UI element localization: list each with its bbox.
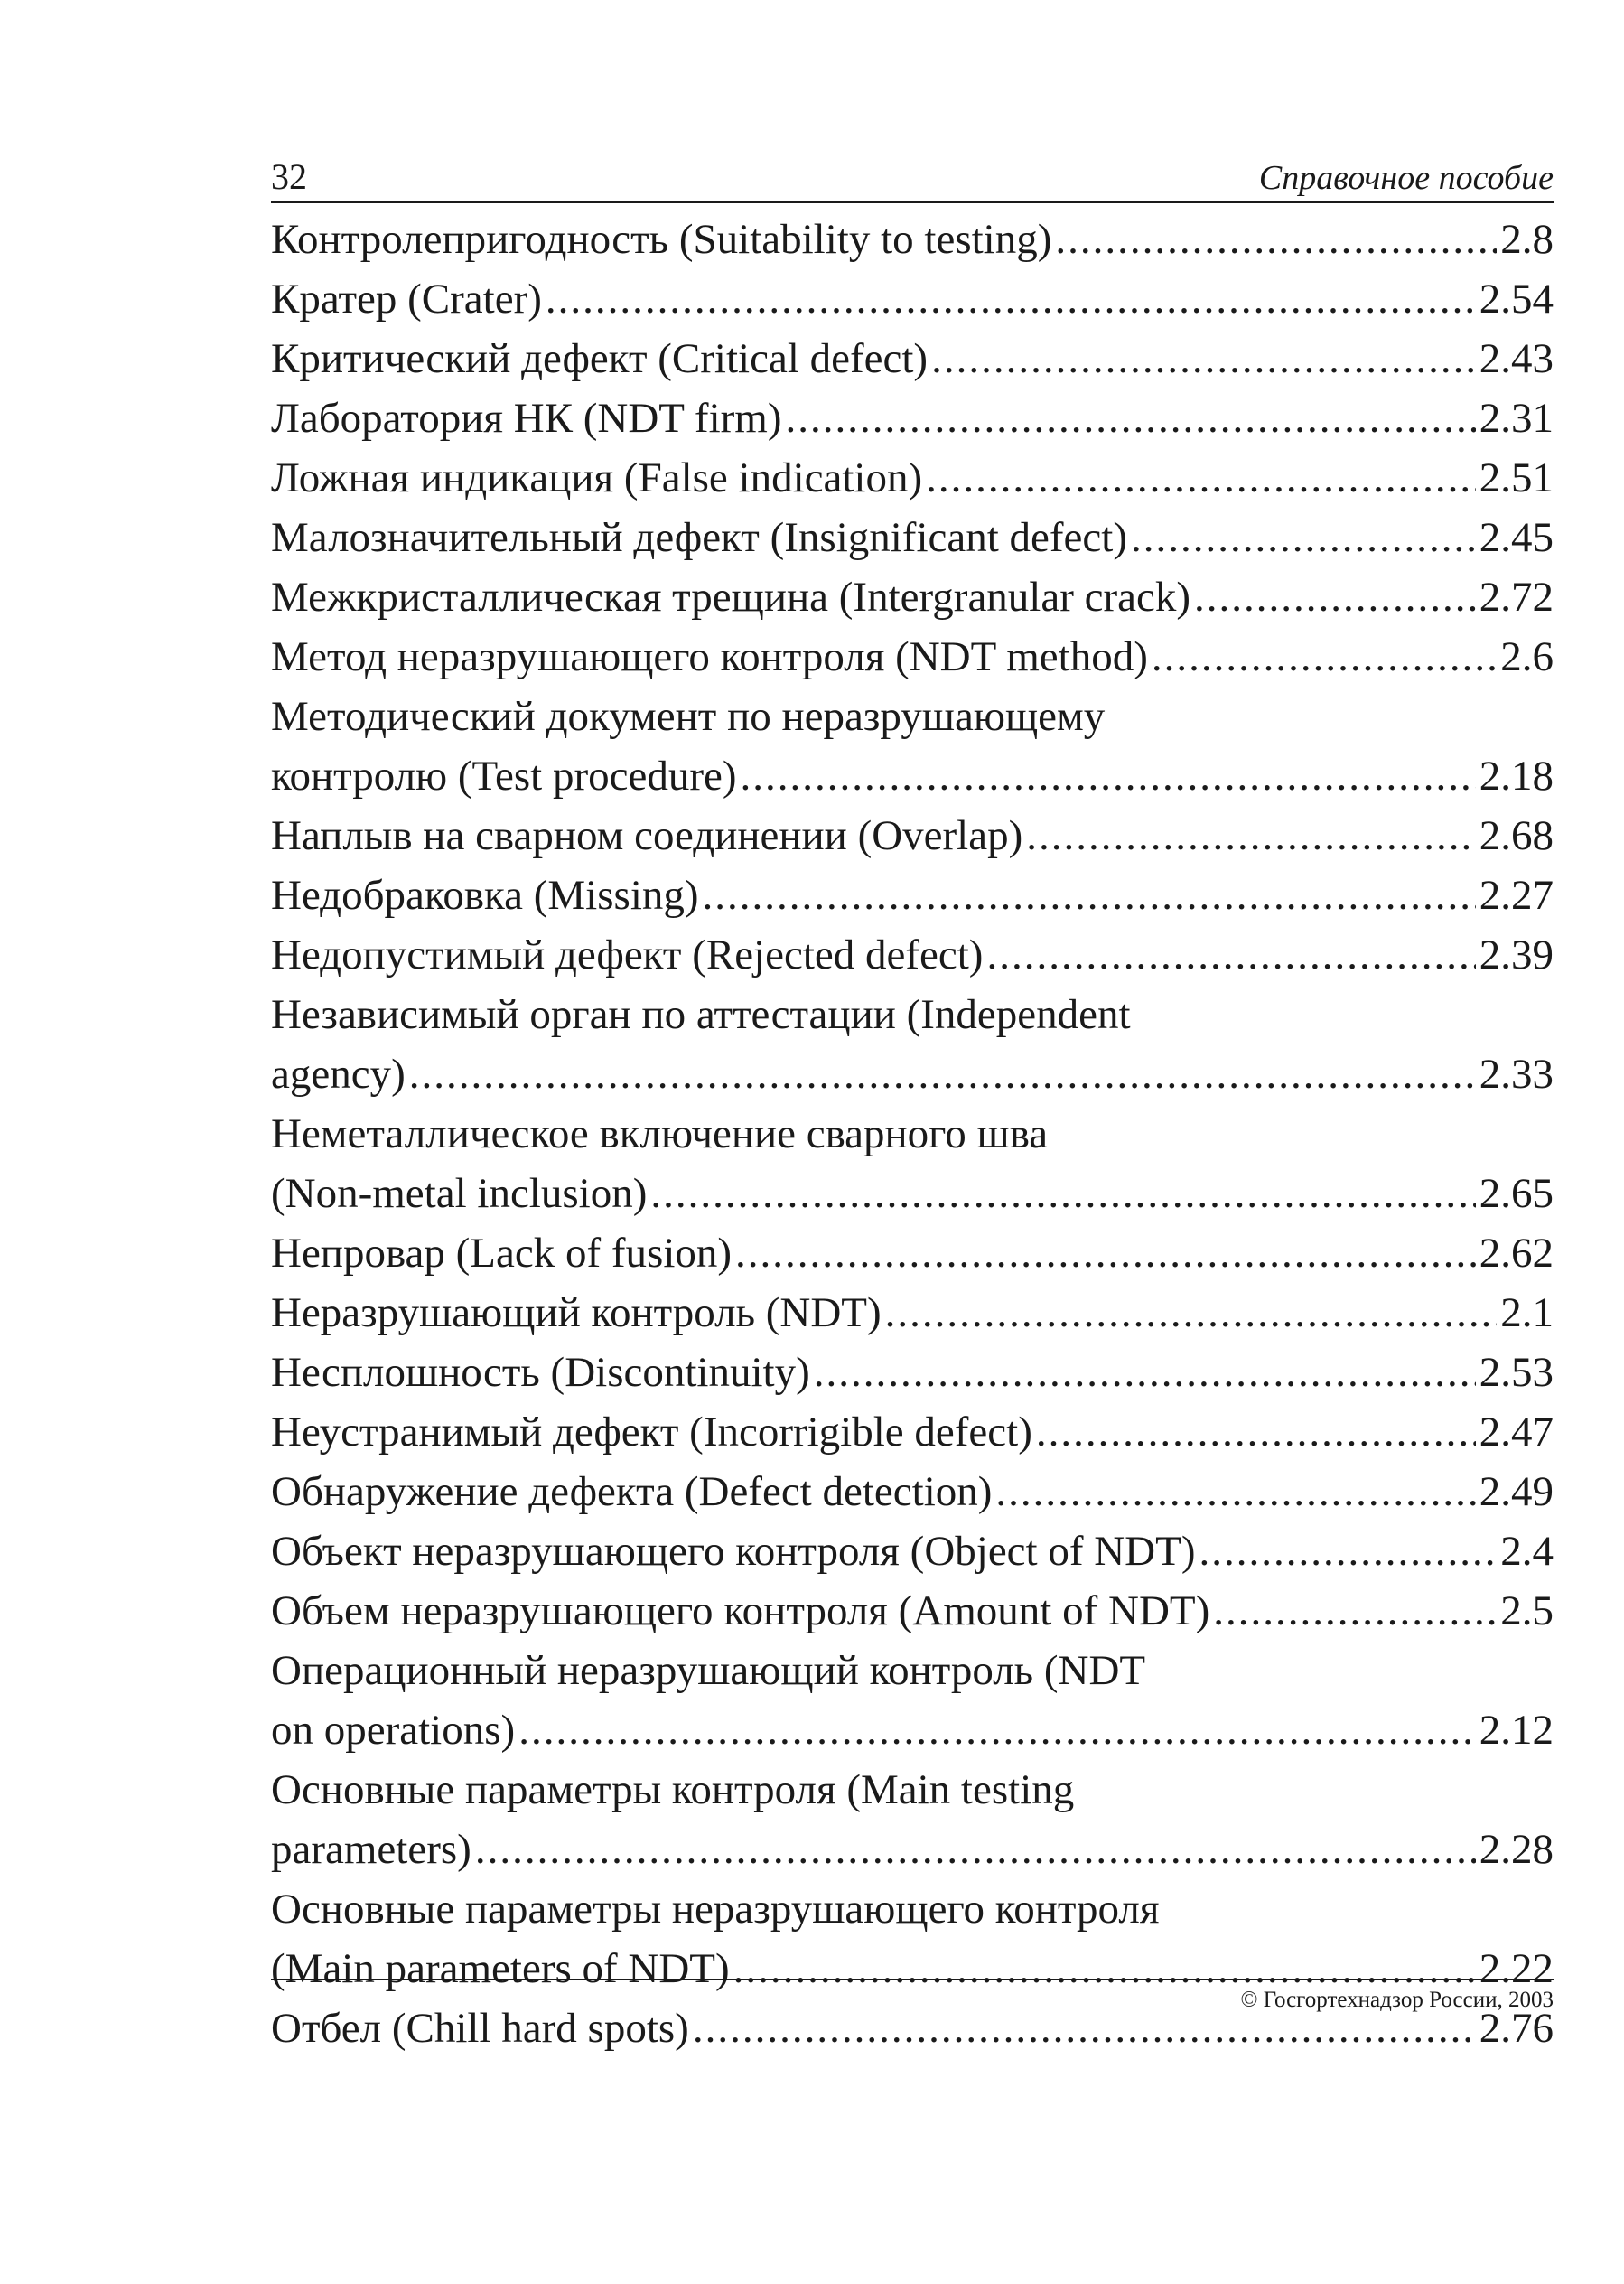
- dot-leader: [931, 329, 1476, 388]
- dot-leader: [786, 388, 1476, 448]
- index-reference: 2.22: [1479, 1945, 1554, 1992]
- dot-leader: [1213, 1581, 1497, 1641]
- index-entry: [271, 567, 1554, 627]
- index-term: Метод неразрушающего контроля (NDT method): [271, 633, 1148, 680]
- index-entry: [271, 1462, 1554, 1521]
- index-entry-line: [271, 388, 1554, 448]
- index-entry-line: [271, 925, 1554, 985]
- index-reference: 2.39: [1479, 931, 1554, 978]
- index-entry-line: [271, 1283, 1554, 1343]
- index-entry: [271, 627, 1554, 687]
- index-reference: 2.68: [1479, 812, 1554, 859]
- page-header: [271, 149, 1554, 203]
- index-entry-line: [271, 1164, 1554, 1223]
- index-entry: [271, 806, 1554, 866]
- index-reference: 2.27: [1479, 872, 1554, 919]
- index-term: Обнаружение дефекта (Defect detection): [271, 1468, 993, 1515]
- dot-leader: [546, 269, 1476, 329]
- index-entry: [271, 1402, 1554, 1462]
- dot-leader: [1036, 1402, 1476, 1462]
- index-entry-line: [271, 269, 1554, 329]
- index-reference: 2.5: [1500, 1587, 1554, 1634]
- index-reference: 2.47: [1479, 1409, 1554, 1456]
- dot-leader: [986, 925, 1475, 985]
- index-reference: 2.12: [1479, 1707, 1554, 1754]
- index-term: Критический дефект (Critical defect): [271, 335, 929, 382]
- page-footer: [271, 1979, 1554, 2012]
- index-entry-line: [271, 1104, 1554, 1164]
- index-entry-line: [271, 1402, 1554, 1462]
- index-term: Наплыв на сварном соединении (Overlap): [271, 812, 1023, 859]
- dot-leader: [814, 1343, 1476, 1402]
- index-reference: 2.54: [1479, 276, 1554, 323]
- dot-leader: [409, 1044, 1476, 1104]
- dot-leader: [995, 1462, 1475, 1521]
- index-entry: [271, 687, 1554, 806]
- index-entry-line: [271, 1879, 1554, 1939]
- index-reference: 2.51: [1479, 454, 1554, 501]
- index-term: on operations): [271, 1707, 516, 1754]
- index-entry-line: [271, 1760, 1554, 1820]
- index-entry-line: [271, 508, 1554, 567]
- page-number: 32: [271, 156, 307, 197]
- dot-leader: [1199, 1521, 1498, 1581]
- index-entry: [271, 1641, 1554, 1760]
- index-entry: [271, 448, 1554, 508]
- index-term: контролю (Test procedure): [271, 753, 737, 800]
- index-entry: [271, 866, 1554, 925]
- index-entry: [271, 388, 1554, 448]
- index-term: Кратер (Crater): [271, 276, 542, 323]
- index-entry-line: [271, 1581, 1554, 1641]
- index-term: Операционный неразрушающий контроль (NDT: [271, 1647, 1146, 1694]
- index-reference: 2.76: [1479, 2005, 1554, 2052]
- index-term: Неустранимый дефект (Incorrigible defect): [271, 1409, 1032, 1456]
- index-entry: [271, 1343, 1554, 1402]
- dot-leader: [703, 866, 1476, 925]
- index-entry-line: [271, 1044, 1554, 1104]
- index-term: Межкристаллическая трещина (Intergranular crack): [271, 574, 1191, 621]
- index-term: (Main parameters of NDT): [271, 1945, 730, 1992]
- index-entry-line: [271, 448, 1554, 508]
- index-entry-line: [271, 1820, 1554, 1879]
- dot-leader: [735, 1223, 1476, 1283]
- index-reference: 2.49: [1479, 1468, 1554, 1515]
- index-reference: 2.18: [1479, 753, 1554, 800]
- index-term: Непровар (Lack of fusion): [271, 1230, 733, 1277]
- index-entry-line: [271, 985, 1554, 1044]
- index-entry: [271, 1283, 1554, 1343]
- index-term: Ложная индикация (False indication): [271, 454, 923, 501]
- index-term: parameters): [271, 1826, 471, 1873]
- dot-leader: [1026, 806, 1475, 866]
- index-entry-line: [271, 1521, 1554, 1581]
- index-reference: 2.28: [1479, 1826, 1554, 1873]
- index-reference: 2.72: [1479, 574, 1554, 621]
- index-term: Методический документ по неразрушающему: [271, 693, 1106, 740]
- index-entry: [271, 1223, 1554, 1283]
- index-term: Основные параметры неразрушающего контроля: [271, 1886, 1160, 1933]
- index-entry-line: [271, 567, 1554, 627]
- index-entry-line: [271, 746, 1554, 806]
- index-term: (Non-metal inclusion): [271, 1170, 648, 1217]
- index-entry: [271, 1879, 1554, 1998]
- index-term: Объект неразрушающего контроля (Object of NDT): [271, 1528, 1196, 1575]
- index-term: agency): [271, 1051, 406, 1098]
- index-term: Недобраковка (Missing): [271, 872, 699, 919]
- dot-leader: [885, 1283, 1498, 1343]
- index-reference: 2.43: [1479, 335, 1554, 382]
- dot-leader: [1131, 508, 1476, 567]
- index-term: Лаборатория НК (NDT firm): [271, 395, 782, 442]
- dot-leader: [926, 448, 1476, 508]
- index-term: Неразрушающий контроль (NDT): [271, 1289, 882, 1336]
- index-entry: [271, 1521, 1554, 1581]
- dot-leader: [518, 1700, 1476, 1760]
- index-term: Отбел (Chill hard spots): [271, 2005, 689, 2052]
- index-term: Несплошность (Discontinuity): [271, 1349, 810, 1396]
- dot-leader: [1194, 567, 1476, 627]
- copyright-notice: © Госгортехнадзор России, 2003: [1240, 1988, 1554, 2012]
- index-term: Неметаллическое включение сварного шва: [271, 1110, 1049, 1157]
- index-reference: 2.33: [1479, 1051, 1554, 1098]
- index-reference: 2.53: [1479, 1349, 1554, 1396]
- index-entry-line: [271, 329, 1554, 388]
- dot-leader: [475, 1820, 1476, 1879]
- dot-leader: [1152, 627, 1497, 687]
- index-entry-line: [271, 1700, 1554, 1760]
- index-entry: [271, 985, 1554, 1104]
- index-term: Независимый орган по аттестации (Independent: [271, 991, 1131, 1038]
- index-reference: 2.31: [1479, 395, 1554, 442]
- index-entry-line: [271, 1223, 1554, 1283]
- index-reference: 2.6: [1500, 633, 1554, 680]
- index-reference: 2.4: [1500, 1528, 1554, 1575]
- index-reference: 2.62: [1479, 1230, 1554, 1277]
- index-entry-line: [271, 687, 1554, 746]
- index-entry: [271, 1104, 1554, 1223]
- index-entry-line: [271, 1641, 1554, 1700]
- index-term: Малозначительный дефект (Insignificant defect): [271, 514, 1127, 561]
- index-entry-line: [271, 210, 1554, 269]
- index-entry: [271, 210, 1554, 269]
- index-term: Объем неразрушающего контроля (Amount of NDT): [271, 1587, 1210, 1634]
- index-entry: [271, 508, 1554, 567]
- index-term: Недопустимый дефект (Rejected defect): [271, 931, 984, 978]
- index-entry-line: [271, 1462, 1554, 1521]
- index-entry-line: [271, 627, 1554, 687]
- running-title: Справочное пособие: [1258, 159, 1554, 197]
- dot-leader: [650, 1164, 1475, 1223]
- dot-leader: [1055, 210, 1497, 269]
- index-entry-line: [271, 1343, 1554, 1402]
- index-list: [271, 210, 1554, 2058]
- index-entry-line: [271, 806, 1554, 866]
- index-reference: 2.65: [1479, 1170, 1554, 1217]
- index-reference: 2.45: [1479, 514, 1554, 561]
- index-entry: [271, 269, 1554, 329]
- index-entry: [271, 925, 1554, 985]
- index-reference: 2.1: [1500, 1289, 1554, 1336]
- index-entry-line: [271, 866, 1554, 925]
- index-entry: [271, 329, 1554, 388]
- dot-leader: [741, 746, 1476, 806]
- index-entry: [271, 1760, 1554, 1879]
- index-entry: [271, 1581, 1554, 1641]
- index-reference: 2.8: [1500, 216, 1554, 263]
- index-term: Основные параметры контроля (Main testing: [271, 1766, 1075, 1813]
- index-term: Контролепригодность (Suitability to testing): [271, 216, 1052, 263]
